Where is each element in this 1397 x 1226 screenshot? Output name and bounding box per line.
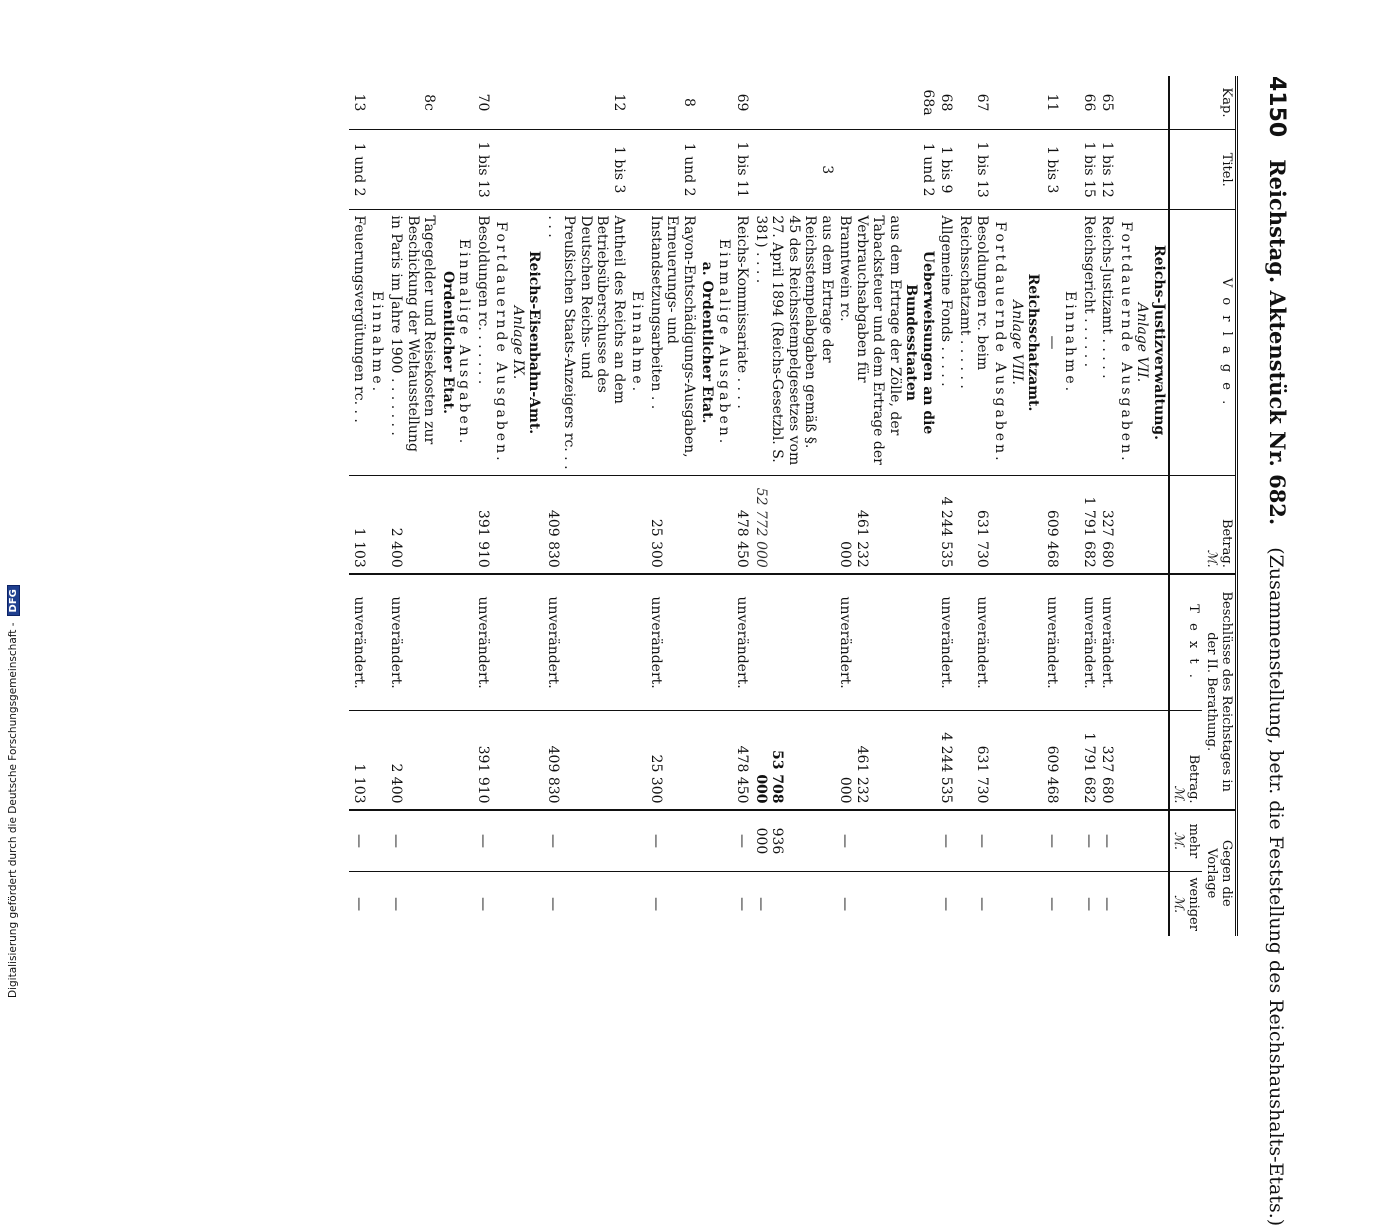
weniger-label: weniger [1186, 877, 1202, 931]
col-weniger [1169, 872, 1203, 936]
desc-cell: Besoldungen rc. beim Reichsschatzamt . . . . . . [956, 210, 991, 475]
table-row [646, 76, 698, 936]
budget-table [349, 76, 1238, 936]
ueberweisungen-heading-1: Ueberweisungen an die [919, 250, 936, 435]
titel-cell: 1 bis 15 [1079, 130, 1098, 210]
col-mehr [1169, 810, 1203, 872]
desc-cell: Antheil des Reichs an dem Betriebsüberschusse des Deutschen Reichs- und Preußischen Staats-Anzeigers rc. . . . . . [543, 210, 628, 475]
weniger-cell: — [543, 872, 628, 936]
table-row [836, 76, 937, 936]
kap-cell: 68 [938, 93, 955, 112]
mehr-cell: — [543, 810, 628, 872]
betrag-cell: 52 772 000 [751, 475, 836, 574]
table-row [543, 76, 628, 936]
weniger-cell: — [733, 872, 752, 936]
section-heading: Einnahme. [1061, 210, 1080, 475]
titel-cell: 3 [751, 130, 836, 210]
text-cell: unverändert. [836, 574, 937, 711]
section-heading: Fortdauernde Ausgaben. [493, 221, 510, 464]
section-subheading: Ordentlicher Etat. [439, 271, 456, 415]
titel-cell: 1 bis 13 [473, 130, 492, 210]
mehr-cell: — [1079, 810, 1098, 872]
betrag-cell: 2 400 [386, 475, 438, 574]
mehr-label: mehr [1186, 823, 1202, 859]
section-heading: Einnahme. [368, 210, 387, 475]
col-kap: Kap. [1219, 87, 1234, 118]
mehr-cell: — [956, 810, 991, 872]
section-subheading: a. Ordentlicher Etat. [699, 261, 716, 424]
table-row [733, 76, 752, 936]
section-row [991, 76, 1043, 936]
section-heading: Fortdauernde Ausgaben. [992, 221, 1009, 464]
col-gegen-vorlage: Gegen die Vorlage [1202, 810, 1236, 936]
col-titel: Titel. [1169, 130, 1237, 210]
titel-cell: 1 und 2 [836, 130, 937, 210]
section-row [438, 76, 473, 936]
betrag-cell: 1 791 682 [1079, 475, 1098, 574]
betrag2-cell: 409 830 [543, 711, 628, 810]
section-anlage: Anlage VIII. [1008, 300, 1025, 385]
betrag2-cell: 1 791 682 [1079, 711, 1098, 810]
desc-cell [836, 210, 937, 475]
table-row [473, 76, 492, 936]
table-row [937, 76, 956, 936]
kap-cell: 8 [680, 98, 697, 107]
kap-cell: 13 [350, 93, 367, 112]
table-row [751, 76, 836, 936]
desc-cell: Tagegelder und Reisekosten zur Beschickung der Weltausstellung in Paris im Jahre 1900 . . . . . . . [386, 210, 438, 475]
text-cell: unverändert. [386, 574, 438, 711]
kap-cell: 65 [1099, 93, 1116, 112]
betrag2-cell: 53 708 000 [751, 711, 836, 810]
kap-cell: 68a [919, 89, 936, 116]
page-title: Reichstag. Aktenstück Nr. 682. [1265, 159, 1290, 526]
section-cell [1116, 210, 1169, 475]
section-anlage: Anlage VII. [1134, 302, 1151, 383]
section-row [368, 76, 387, 936]
table-row [386, 76, 438, 936]
titel-cell: 1 bis 11 [733, 130, 752, 210]
weniger-cell: — [386, 872, 438, 936]
betrag2-cell: 631 730 [956, 711, 991, 810]
mehr-cell: 936 000 [751, 810, 836, 872]
kap-cell: 12 [610, 93, 627, 112]
mehr-cell: — [836, 810, 937, 872]
mehr-cell: — [473, 810, 492, 872]
desc-cell: — [1042, 210, 1061, 475]
section-row [492, 76, 544, 936]
weniger-cell: — [937, 872, 956, 936]
mehr-cell: — [733, 810, 752, 872]
betrag-cell: 461 232 000 [836, 475, 937, 574]
text-cell: unverändert. [1079, 574, 1098, 711]
titel-cell: 1 bis 13 [956, 130, 991, 210]
betrag2-cell: 4 244 535 [937, 711, 956, 810]
text-cell: unverändert. [937, 574, 956, 711]
titel-cell: 1 und 2 [349, 130, 368, 210]
text-cell: unverändert. [543, 574, 628, 711]
mark-unit: ℳ. [1171, 831, 1187, 850]
section-cell [991, 210, 1043, 475]
page-subtitle: (Zusammenstellung, betr. die Feststellung des Reichshaushalts-Etats.) [1265, 547, 1287, 1226]
table-row [1098, 76, 1117, 936]
mark-unit: ℳ. [1171, 785, 1187, 804]
kap-cell: 66 [1080, 93, 1097, 112]
section-title: Reichs-Justizverwaltung. [1150, 245, 1167, 441]
betrag-cell: 4 244 535 [937, 475, 956, 574]
kap-cell: 70 [474, 93, 491, 112]
desc-text: aus dem Ertrage der Zölle, der Tabacksteuer und dem Ertrage der Verbrauchsabgaben für Branntwein rc. [837, 215, 903, 465]
desc-cell: Besoldungen rc. . . . . . . [473, 210, 492, 475]
titel-cell: 1 bis 3 [543, 130, 628, 210]
weniger-cell: — [646, 872, 698, 936]
footer-text: Digitalisierung gefördert durch die Deutsche Forschungsgemeinschaft - [7, 622, 19, 998]
section-cell [698, 210, 733, 475]
betrag-cell: 478 450 [733, 475, 752, 574]
text-cell: unverändert. [349, 574, 368, 711]
section-row [628, 76, 647, 936]
desc-cell: Allgemeine Fonds . . . . . [937, 210, 956, 475]
betrag2-cell: 391 910 [473, 711, 492, 810]
section-heading: Einnahme. [628, 210, 647, 475]
text-cell [751, 574, 836, 711]
mehr-cell: — [1098, 810, 1117, 872]
section-heading: Einmalige Ausgaben. [715, 238, 732, 447]
digitization-footer [4, 0, 22, 998]
titel-cell: 1 bis 12 [1098, 130, 1117, 210]
dfg-logo: DFG [7, 585, 20, 616]
betrag2-cell: 478 450 [733, 711, 752, 810]
table-row [1079, 76, 1098, 936]
titel-cell: 1 bis 9 [937, 130, 956, 210]
col-betrag-vorlage [1169, 475, 1237, 574]
betrag2-cell: 25 300 [646, 711, 698, 810]
desc-cell: Feuerungsvergütungen rc. . . [349, 210, 368, 475]
section-cell [438, 210, 473, 475]
section-heading: Einmalige Ausgaben. [456, 238, 473, 447]
betrag-label: Betrag. [1219, 518, 1234, 568]
titel-cell [386, 130, 438, 210]
desc-cell: Reichs-Justizamt . . . . . [1098, 210, 1117, 475]
table-row [956, 76, 991, 936]
weniger-cell: — [1042, 872, 1061, 936]
mehr-cell: — [386, 810, 438, 872]
mark-unit: ℳ. [1203, 549, 1219, 568]
section-row [698, 76, 733, 936]
betrag-cell: 631 730 [956, 475, 991, 574]
text-cell: unverändert. [956, 574, 991, 711]
kap-cell: 11 [1043, 93, 1060, 112]
mehr-cell: — [937, 810, 956, 872]
table-row [349, 76, 368, 936]
betrag-cell: 609 468 [1042, 475, 1061, 574]
betrag-cell: 391 910 [473, 475, 492, 574]
table-header [1169, 76, 1237, 936]
section-title: Reichsschatzamt. [1025, 273, 1042, 412]
section-heading: Fortdauernde Ausgaben. [1117, 221, 1134, 464]
table-row [1042, 76, 1061, 936]
section-row [1061, 76, 1080, 936]
mehr-cell: — [349, 810, 368, 872]
desc-cell: Reichsgericht . . . . . . [1079, 210, 1098, 475]
titel-cell: 1 und 2 [646, 130, 698, 210]
weniger-cell: — [1098, 872, 1117, 936]
desc-cell: aus dem Ertrage der Reichsstempelabgaben gemäß §. 45 des Reichsstempelgesetzes vom 27. April 1894 (Reichs-Gesetzbl. S. 381) . . . . [751, 210, 836, 475]
betrag2-cell: 461 232 000 [836, 711, 937, 810]
weniger-cell: — [349, 872, 368, 936]
text-cell: unverändert. [733, 574, 752, 711]
betrag2-cell: 1 103 [349, 711, 368, 810]
col-text: T e x t . [1169, 574, 1203, 711]
page-number: 4150 [1264, 76, 1289, 138]
titel-cell: 1 bis 3 [1042, 130, 1061, 210]
page-header [1244, 76, 1290, 1226]
betrag-cell: 25 300 [646, 475, 698, 574]
weniger-cell: — [1079, 872, 1098, 936]
col-betrag-beschluss [1169, 711, 1203, 810]
text-cell: unverändert. [1098, 574, 1117, 711]
mehr-cell: — [646, 810, 698, 872]
weniger-cell: — [836, 872, 937, 936]
section-row [1116, 76, 1169, 936]
betrag-label: Betrag. [1186, 754, 1202, 804]
betrag2-cell: 609 468 [1042, 711, 1061, 810]
col-vorlage: V o r l a g e . [1169, 210, 1237, 475]
weniger-cell: — [751, 872, 836, 936]
betrag2-cell: 327 680 [1098, 711, 1117, 810]
weniger-cell: — [473, 872, 492, 936]
text-cell: unverändert. [646, 574, 698, 711]
kap-cell: 67 [973, 93, 990, 112]
mehr-cell: — [1042, 810, 1061, 872]
betrag-cell: 327 680 [1098, 475, 1117, 574]
ueberweisungen-heading-2: Bundesstaaten [903, 284, 920, 401]
betrag-cell: 1 103 [349, 475, 368, 574]
section-title: Reichs-Eisenbahn-Amt. [526, 250, 543, 435]
kap-cell: 69 [734, 93, 751, 112]
rotated-page [0, 40, 1290, 1226]
section-cell [492, 210, 544, 475]
desc-cell: Reichs-Kommissariate . . . . [733, 210, 752, 475]
col-beschluesse: Beschlüsse des Reichstages in der II. Berathung. [1202, 574, 1236, 810]
section-anlage: Anlage IX. [509, 305, 526, 380]
mark-unit: ℳ. [1171, 895, 1187, 914]
kap-cell: 8c [421, 94, 438, 111]
betrag2-cell: 2 400 [386, 711, 438, 810]
desc-cell: Rayon-Entschädigungs-Ausgaben, Erneuerungs- und Instandsetzungsarbeiten . . [646, 210, 698, 475]
text-cell: unverändert. [473, 574, 492, 711]
table-body [349, 76, 1168, 936]
betrag-cell: 409 830 [543, 475, 628, 574]
weniger-cell: — [956, 872, 991, 936]
text-cell: unverändert. [1042, 574, 1061, 711]
